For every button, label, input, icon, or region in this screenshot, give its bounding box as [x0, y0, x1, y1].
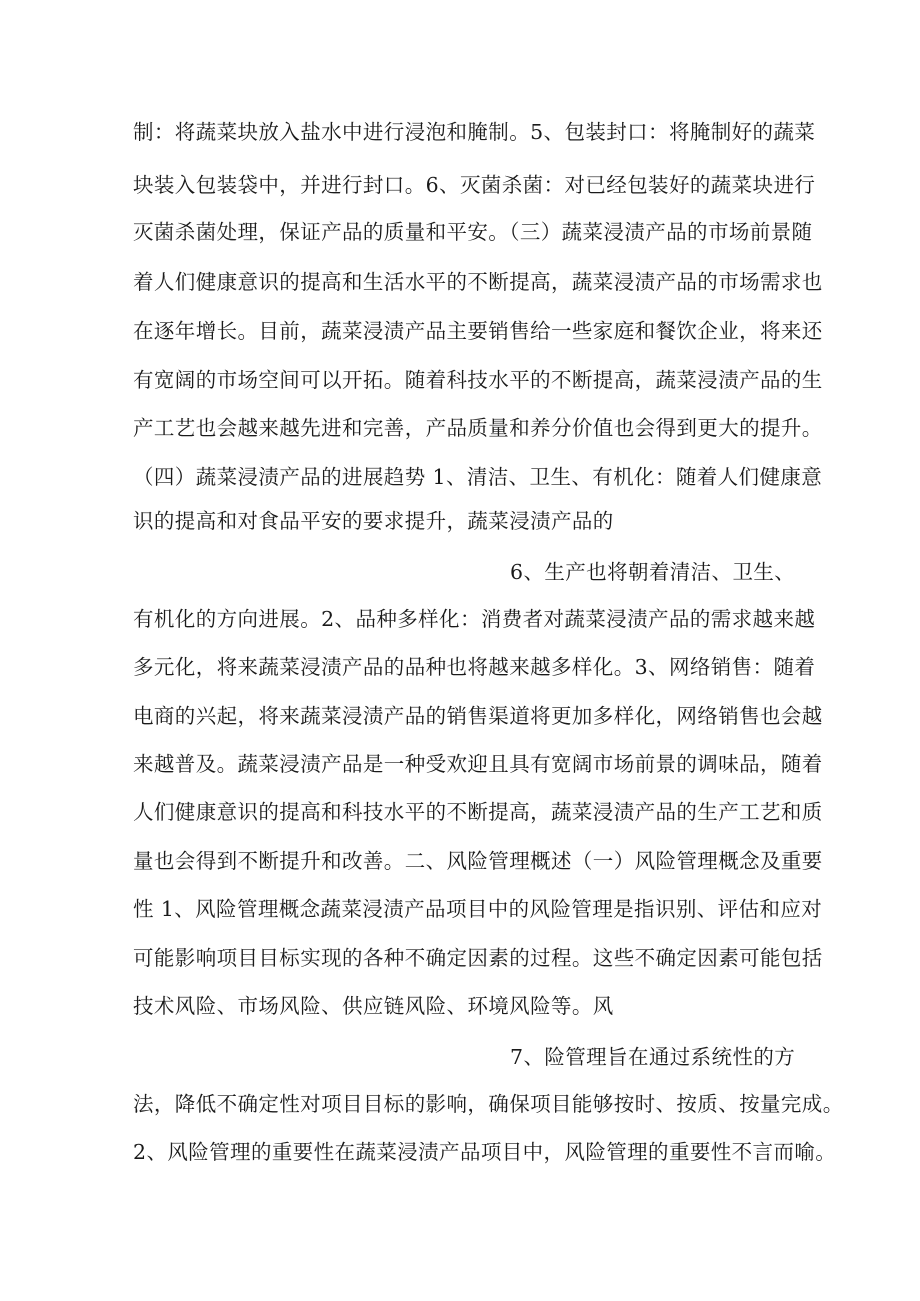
text-line-19: 技术风险、市场风险、供应链风险、环境风险等。风 [133, 994, 614, 1018]
text-line-14: 来越普及。蔬菜浸渍产品是一种受欢迎且具有宽阔市场前景的调味品，随着 [133, 752, 823, 776]
text-line-7: 产工艺也会越来越先进和完善，产品质量和养分价值也会得到更大的提升。 [133, 416, 823, 440]
text-line-20: 7、险管理旨在通过系统性的方 [510, 1045, 796, 1069]
text-line-9: 识的提高和对食品平安的要求提升，蔬菜浸渍产品的 [133, 509, 614, 533]
text-line-15: 人们健康意识的提高和科技水平的不断提高，蔬菜浸渍产品的生产工艺和质 [133, 800, 823, 824]
text-line-4: 着人们健康意识的提高和生活水平的不断提高，蔬菜浸渍产品的市场需求也 [133, 270, 823, 294]
text-line-22: 2、风险管理的重要性在蔬菜浸渍产品项目中，风险管理的重要性不言而喻。 [133, 1140, 837, 1164]
text-line-11: 有机化的方向进展。2、品种多样化：消费者对蔬菜浸渍产品的需求越来越 [133, 607, 816, 631]
text-line-12: 多元化，将来蔬菜浸渍产品的品种也将越来越多样化。3、网络销售：随着 [133, 655, 816, 679]
text-line-6: 有宽阔的市场空间可以开拓。随着科技水平的不断提高，蔬菜浸渍产品的生 [133, 368, 823, 392]
text-line-16: 量也会得到不断提升和改善。二、风险管理概述（一）风险管理概念及重要 [133, 849, 823, 873]
text-line-2: 块装入包装袋中，并进行封口。6、灭菌杀菌：对已经包装好的蔬菜块进行 [133, 173, 816, 197]
text-line-3: 灭菌杀菌处理，保证产品的质量和平安。（三）蔬菜浸渍产品的市场前景随 [133, 220, 813, 244]
text-line-8: （四）蔬菜浸渍产品的进展趋势 1、清洁、卫生、有机化：随着人们健康意 [133, 465, 823, 489]
text-line-21: 法，降低不确定性对项目目标的影响，确保项目能够按时、按质、按量完成。 [133, 1092, 844, 1116]
text-line-5: 在逐年增长。目前，蔬菜浸渍产品主要销售给一些家庭和餐饮企业，将来还 [133, 319, 823, 343]
text-line-10: 6、生产也将朝着清洁、卫生、 [510, 560, 796, 584]
text-line-13: 电商的兴起，将来蔬菜浸渍产品的销售渠道将更加多样化，网络销售也会越 [133, 704, 823, 728]
text-line-18: 可能影响项目目标实现的各种不确定因素的过程。这些不确定因素可能包括 [133, 946, 823, 970]
text-line-1: 制：将蔬菜块放入盐水中进行浸泡和腌制。5、包装封口：将腌制好的蔬菜 [133, 120, 816, 144]
text-line-17: 性 1、风险管理概念蔬菜浸渍产品项目中的风险管理是指识别、评估和应对 [133, 897, 823, 921]
